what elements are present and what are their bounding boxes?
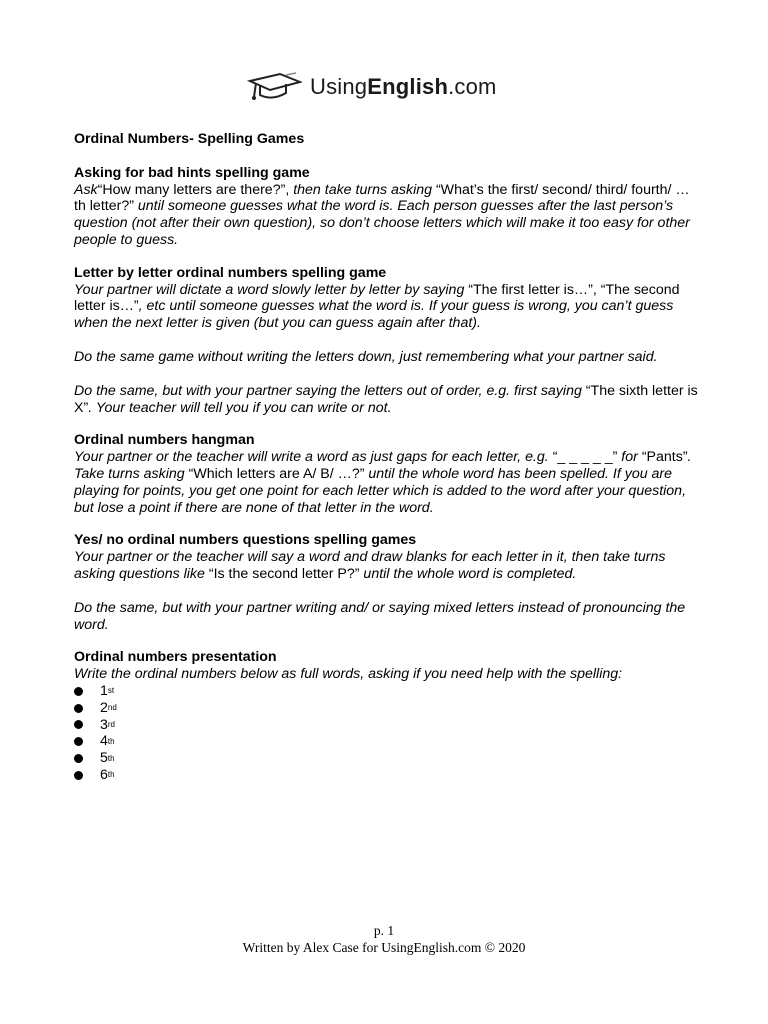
section-instruction: Write the ordinal numbers below as full words, asking if you need help with the spelling: — [74, 666, 623, 683]
document-title: Ordinal Numbers- Spelling Games — [74, 131, 305, 147]
section-heading: Yes/ no ordinal numbers questions spelling games — [74, 532, 417, 549]
section-presentation — [74, 649, 698, 783]
section-paragraph: Your partner will dictate a word slowly letter by letter by saying “The first letter is…”, “The second letter is…”, etc until someone guesses what the word is. If your guess is wrong, you can’t guess when the next letter is given (but you can guess again after that). — [74, 281, 680, 332]
section-paragraph: Do the same, but with your partner writing and/ or saying mixed letters instead of pronouncing the word. — [74, 599, 686, 633]
page-footer — [0, 922, 768, 956]
ordinal-list — [74, 683, 698, 784]
graduation-cap-icon — [246, 71, 302, 103]
section-heading: Ordinal numbers presentation — [74, 649, 277, 666]
section-paragraph: Your partner or the teacher will say a word and draw blanks for each letter in it, then take turns asking questions like “Is the second letter P?” until the whole word is completed. — [74, 549, 666, 582]
section-bad-hints — [74, 165, 698, 249]
bullet-icon — [74, 704, 83, 713]
section-hangman — [74, 432, 698, 516]
list-item: 6 th — [74, 767, 698, 784]
section-heading: Ordinal numbers hangman — [74, 432, 255, 449]
section-paragraph: Your partner or the teacher will write a word as just gaps for each letter, e.g. “_ _ _ _ _” for “Pants”. Take turns asking “Which letters are A/ B/ …?” until the whole word has been spelled. If you are playing for points, you get one point for each letter which is added to the word after your question, but lose a point if there are none of that letter in the word. — [74, 449, 692, 516]
section-paragraph: Do the same, but with your partner saying the letters out of order, e.g. first saying “The sixth letter is X”. Your teacher will tell you if you can write or not. — [74, 382, 698, 416]
list-item: 4 th — [74, 733, 698, 750]
bullet-icon — [74, 720, 83, 729]
section-yes-no — [74, 532, 698, 633]
list-item: 2 nd — [74, 700, 698, 717]
bullet-icon — [74, 771, 83, 780]
section-heading: Asking for bad hints spelling game — [74, 164, 310, 181]
bullet-icon — [74, 754, 83, 763]
list-item: 1 st — [74, 683, 698, 700]
logo-wordmark: UsingEnglish.com — [310, 73, 497, 99]
bullet-icon — [74, 737, 83, 746]
list-item: 5 th — [74, 750, 698, 767]
page-number: p. 1 — [373, 923, 395, 938]
section-heading: Letter by letter ordinal numbers spelling game — [74, 264, 387, 281]
section-paragraph: Ask“How many letters are there?”, then take turns asking “What’s the first/ second/ third/ fourth/ …th letter?” until someone guesses what the word is. Each person guesses after the last person’s question (not after their own question), so don’t choose letters which will make it too easy for other people to guess. — [74, 181, 690, 248]
document-body — [74, 131, 698, 800]
section-letter-by-letter — [74, 265, 698, 417]
footer-credit: Written by Alex Case for UsingEnglish.com © 2020 — [242, 940, 526, 955]
list-item: 3 rd — [74, 717, 698, 734]
bullet-icon — [74, 687, 83, 696]
section-paragraph: Do the same game without writing the letters down, just remembering what your partner said. — [74, 348, 658, 365]
usingenglish-logo — [246, 70, 497, 104]
